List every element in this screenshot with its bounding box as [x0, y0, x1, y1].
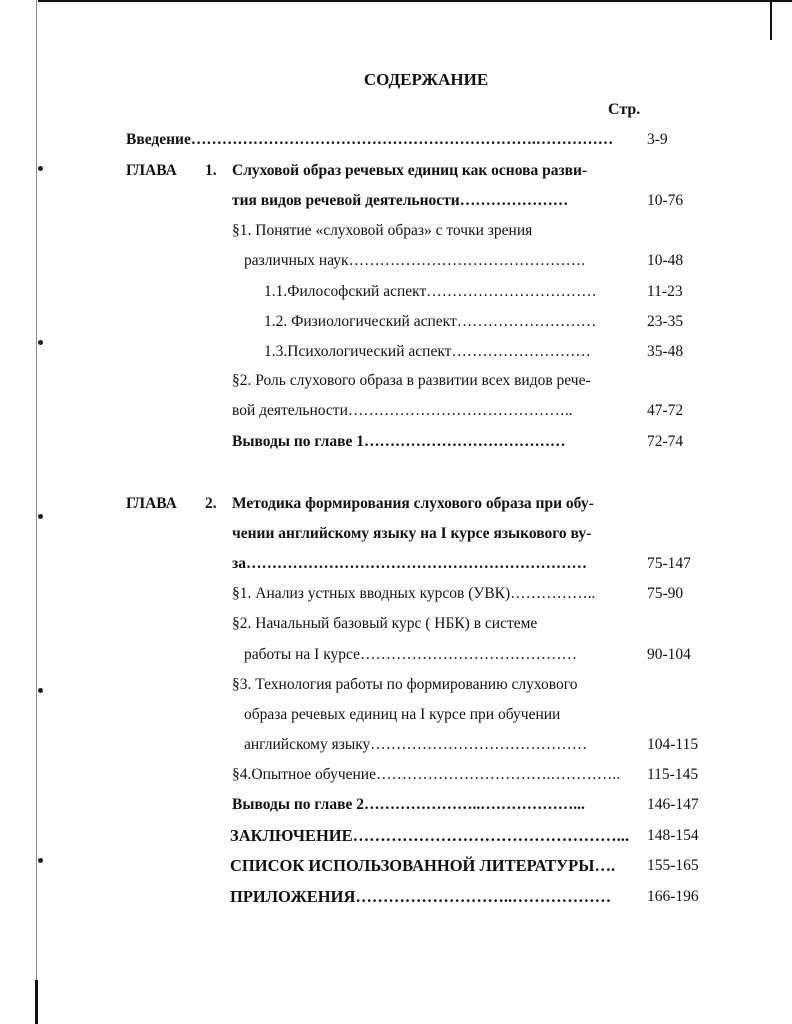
toc-entry-text: 1.3.Психологический аспект……………………… [264, 343, 591, 360]
chapter-number: 2. [205, 495, 217, 512]
binding-hole-mark [38, 340, 43, 345]
toc-entry-pages: 10-76 [647, 192, 684, 209]
top-border-line [38, 0, 792, 2]
binding-hole-mark [38, 858, 43, 863]
toc-entry-pages: 10-48 [647, 252, 684, 269]
toc-entry-pages: 146-147 [647, 796, 699, 813]
toc-entry-text: СПИСОК ИСПОЛЬЗОВАННОЙ ЛИТЕРАТУРЫ…. [230, 856, 616, 875]
toc-entry-text: Выводы по главе 2…………………..………………... [232, 796, 585, 813]
page-column-label: Стр. [608, 101, 641, 118]
left-edge-mark [35, 980, 38, 1024]
toc-entry-text: вой деятельности…………………………………….. [232, 402, 573, 419]
binding-hole-mark [38, 166, 43, 171]
toc-entry-text: Слуховой образ речевых единиц как основа разви- [232, 162, 588, 179]
toc-entry-text: Выводы по главе 1………………………………… [232, 433, 566, 450]
toc-entry-text: Введение………………………………………………………….…………… [126, 131, 614, 148]
toc-entry-text: §3. Технология работы по формированию слухового [232, 676, 578, 693]
toc-entry-text: §1. Анализ устных вводных курсов (УВК)…………….. [232, 585, 596, 602]
toc-entry-text: тия видов речевой деятельности………………… [232, 192, 569, 209]
toc-entry-pages: 11-23 [647, 283, 683, 300]
binding-hole-mark [38, 688, 43, 693]
toc-entry-text: различных наук………………………………………. [244, 252, 585, 269]
toc-entry-pages: 3-9 [647, 131, 668, 148]
toc-entry-pages: 166-196 [647, 888, 699, 905]
toc-entry-text: §2. Начальный базовый курс ( НБК) в системе [232, 615, 538, 632]
chapter-label: ГЛАВА [126, 495, 177, 512]
toc-entry-text: ПРИЛОЖЕНИЯ………………………..……………… [230, 887, 612, 906]
toc-entry-pages: 47-72 [647, 402, 684, 419]
toc-entry-text: английскому языку…………………………………… [244, 736, 588, 753]
chapter-label: ГЛАВА [126, 162, 177, 179]
toc-entry-text: Методика формирования слухового образа при обу- [232, 495, 594, 512]
toc-entry-pages: 75-90 [647, 585, 684, 602]
toc-entry-pages: 148-154 [647, 827, 699, 844]
toc-entry-text: образа речевых единиц на I курсе при обучении [244, 706, 561, 723]
toc-entry-text: ЗАКЛЮЧЕНИЕ…………………………………………... [230, 826, 629, 845]
toc-entry-pages: 72-74 [647, 433, 684, 450]
right-border-line [770, 0, 772, 40]
toc-entry-text: 1.1.Философский аспект…………………………… [264, 283, 597, 300]
chapter-number: 1. [205, 162, 217, 179]
toc-entry-text: работы на I курсе…………………………………… [244, 646, 577, 663]
toc-entry-text: §1. Понятие «слуховой образ» с точки зрения [232, 222, 533, 239]
toc-entry-text: чении английскому языку на I курсе языкового ву- [232, 525, 592, 542]
binding-hole-mark [38, 514, 43, 519]
toc-entry-text: за………………………………………………………… [232, 555, 587, 572]
toc-entry-pages: 90-104 [647, 646, 691, 663]
left-border-line [36, 0, 37, 1024]
toc-entry-pages: 155-165 [647, 857, 699, 874]
toc-entry-text: §4.Опытное обучение…………………………….………….. [232, 766, 621, 783]
toc-entry-pages: 104-115 [647, 736, 699, 753]
toc-entry-pages: 23-35 [647, 313, 684, 330]
toc-entry-pages: 115-145 [647, 766, 699, 783]
toc-entry-pages: 75-147 [647, 555, 691, 572]
toc-entry-text: 1.2. Физиологический аспект……………………… [264, 313, 597, 330]
toc-entry-pages: 35-48 [647, 343, 684, 360]
page-title: СОДЕРЖАНИЕ [363, 70, 489, 89]
toc-entry-text: §2. Роль слухового образа в развитии всех видов рече- [232, 372, 591, 389]
